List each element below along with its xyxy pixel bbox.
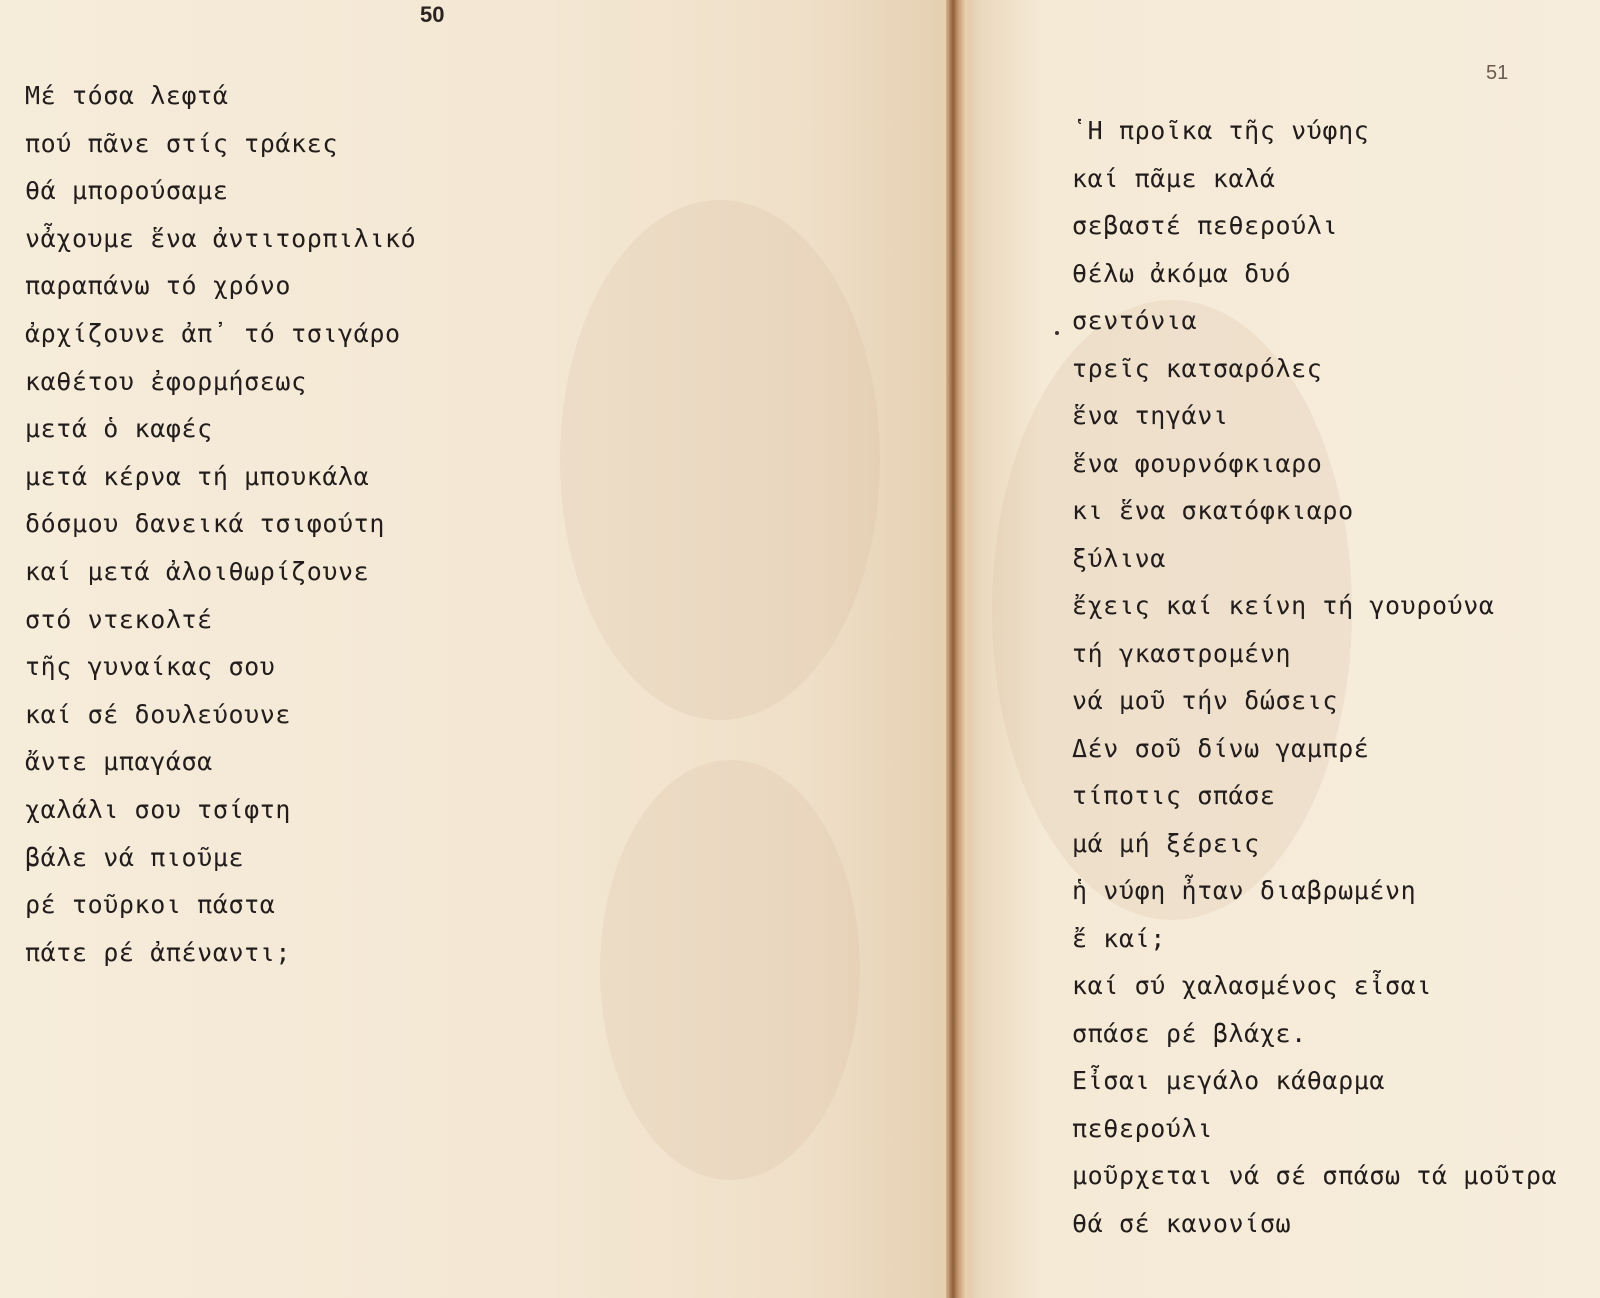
show-through-shadow <box>600 760 860 1180</box>
book-gutter <box>946 0 974 1298</box>
poem-line: Εἶσαι μεγάλο κάθαρμα <box>1072 1066 1386 1095</box>
poem-line: μετά ὁ καφές <box>25 414 213 444</box>
page-number-right: 51 <box>1486 62 1509 84</box>
poem-line: θά σέ κανονίσω <box>1072 1208 1292 1238</box>
poem-line: καί σύ χαλασμένος εἶσαι <box>1072 971 1432 1000</box>
poem-line: θά μπορούσαμε <box>25 176 229 206</box>
poem-line: σεβαστέ πεθερούλι <box>1072 211 1339 240</box>
poem-line: καί πᾶμε καλά <box>1072 163 1276 193</box>
poem-line: ἡ νύφη ἦταν διαβρωμένη <box>1072 876 1417 905</box>
poem-line: νά μοῦ τήν δώσεις <box>1072 686 1339 715</box>
poem-line: ἔ καί; <box>1072 923 1166 953</box>
poem-line: ἕνα τηγάνι <box>1072 401 1229 430</box>
poem-line: ρέ τοῦρκοι πάστα <box>25 890 276 920</box>
poem-line: ἄντε μπαγάσα <box>25 747 213 777</box>
poem-line: τῆς γυναίκας σου <box>25 652 276 682</box>
poem-line: ξύλινα <box>1072 543 1166 573</box>
poem-line: σεντόνια <box>1072 306 1198 335</box>
poem-line: ἕνα φουρνόφκιαρο <box>1072 448 1323 478</box>
poem-line: τή γκαστρομένη <box>1072 638 1292 668</box>
show-through-shadow <box>560 200 880 720</box>
poem-line: δόσμου δανεικά τσιφούτη <box>25 509 385 539</box>
stray-ink-dot <box>1055 331 1059 335</box>
poem-line: πεθερούλι <box>1072 1113 1213 1143</box>
poem-line: Μέ τόσα λεφτά <box>25 81 229 110</box>
poem-line: χαλάλι σου τσίφτη <box>25 795 292 824</box>
poem-line: ἀρχίζουνε ἀπ᾿ τό τσιγάρο <box>25 319 401 348</box>
poem-line: κι ἕνα σκατόφκιαρο <box>1072 496 1354 525</box>
poem-line: βάλε νά πιοῦμε <box>25 842 245 872</box>
poem-line: μά μή ξέρεις <box>1072 828 1260 858</box>
poem-line: παραπάνω τό χρόνο <box>25 271 292 301</box>
poem-line: καθέτου ἐφορμήσεως <box>25 366 307 396</box>
poem-line: τρεῖς κατσαρόλες <box>1072 353 1323 383</box>
poem-line: ῾Η προῖκα τῆς νύφης <box>1072 116 1370 145</box>
poem-line: νἆχουμε ἕνα ἀντιτορπιλικό <box>25 223 417 253</box>
page-number-left: 50 <box>420 2 445 27</box>
poem-line: καί σέ δουλεύουνε <box>25 699 292 729</box>
poem-line: ἔχεις καί κείνη τή γουρούνα <box>1072 591 1495 620</box>
poem-line: πού πᾶνε στίς τράκες <box>25 128 339 158</box>
poem-line: στό ντεκολτέ <box>25 604 213 634</box>
poem-line: Δέν σοῦ δίνω γαμπρέ <box>1072 733 1370 763</box>
poem-line: μετά κέρνα τή μπουκάλα <box>25 461 370 491</box>
poem-line: πάτε ρέ ἀπέναντι; <box>25 937 292 967</box>
poem-line: καί μετά ἀλοιθωρίζουνε <box>25 557 370 586</box>
poem-line: τίποτις σπάσε <box>1072 781 1276 810</box>
poem-line: μοῦρχεται νά σέ σπάσω τά μοῦτρα <box>1072 1161 1558 1190</box>
poem-line: θέλω ἀκόμα δυό <box>1072 258 1292 288</box>
poem-line: σπάσε ρέ βλάχε. <box>1072 1018 1307 1048</box>
